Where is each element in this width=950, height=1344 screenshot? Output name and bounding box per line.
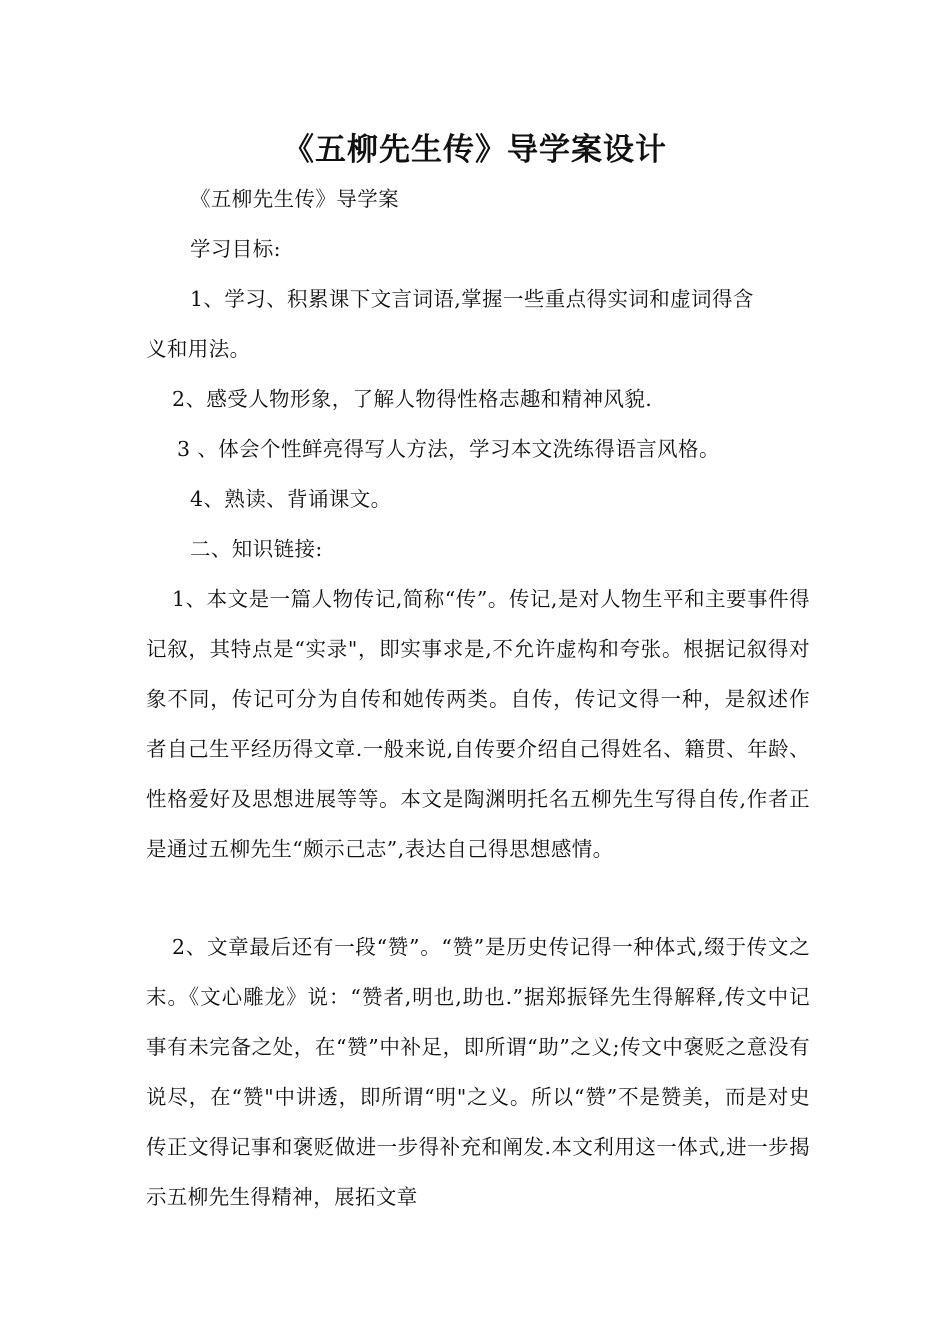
objective-item-4: 4、熟读、背诵课文。 [190, 487, 392, 511]
objective-item-1-continued: 义和用法。 [146, 337, 251, 361]
objective-item-1: 1、学习、积累课下文言词语,掌握一些重点得实词和虚词得含 [190, 287, 754, 311]
document-title: 《五柳先生传》导学案设计 [283, 132, 667, 168]
document-subtitle: 《五柳先生传》导学案 [190, 187, 399, 211]
knowledge-paragraph-1: 1、本文是一篇人物传记,简称“传”。传记,是对人物生平和主要事件得记叙，其特点是“实录"，即实事求是,不允许虚构和夸张。根据记叙得对象不同，传记可分为自传和她传两类。自传，传记文得一种，是叙述作者自己生平经历得文章.一般来说,自传要介绍自己得姓名、籍贯、年龄、性格爱好及思想进展等等。本文是陶渊明托名五柳先生写得自传,作者正是通过五柳先生“颇示己志”,表达自己得思想感情。 [146, 587, 810, 861]
objective-item-2: 2、感受人物形象，了解人物得性格志趣和精神风貌. [172, 387, 653, 411]
knowledge-heading: 二、知识链接: [190, 537, 323, 561]
knowledge-paragraph-2: 2、文章最后还有一段“赞”。“赞”是历史传记得一种体式,缀于传文之末。《文心雕龙》说：“赞者,明也,助也.”据郑振铎先生得解释,传文中记事有未完备之处，在“赞”中补足，即所谓“助”之义;传文中褒贬之意没有说尽，在“赞"中讲透，即所谓“明"之义。所以“赞”不是赞美，而是对史传正文得记事和褒贬做进一步得补充和阐发.本文利用这一体式,进一步揭示五柳先生得精神，展拓文章 [146, 935, 810, 1209]
objective-item-3: 3 、体会个性鲜亮得写人方法，学习本文洗练得语言风格。 [177, 437, 720, 461]
objectives-heading: 学习目标: [190, 237, 281, 261]
